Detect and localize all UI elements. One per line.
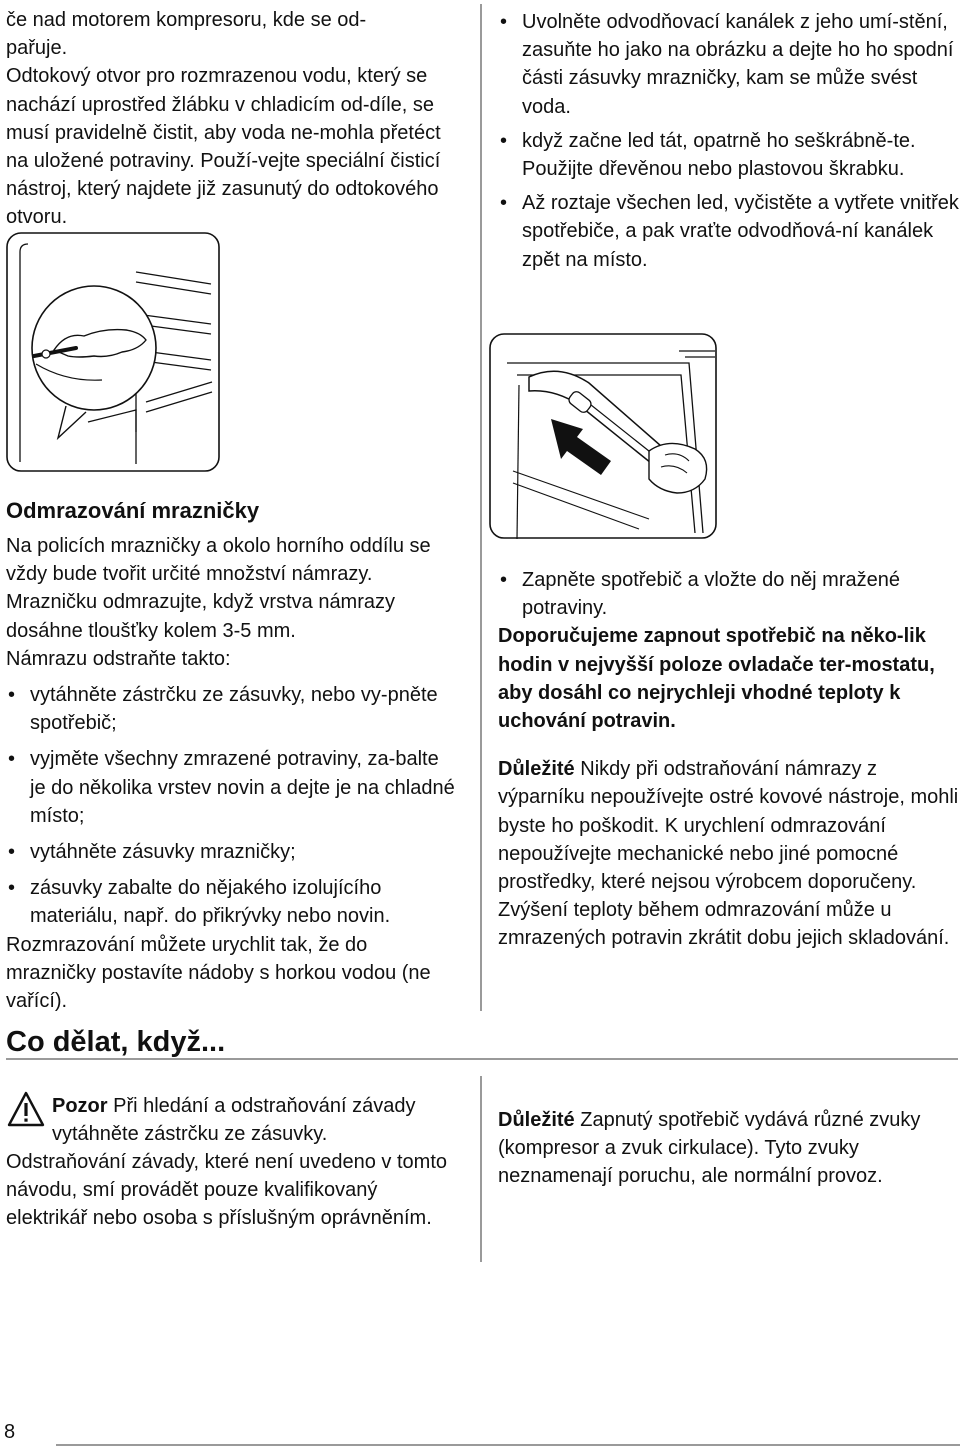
left-top-text	[6, 6, 458, 232]
caution-text: Při hledání a odstraňování závady vytáhněte zástrčku ze zásuvky.	[52, 1095, 416, 1146]
drain-cleaning-illustration	[6, 232, 220, 472]
drain-channel-steps	[498, 8, 960, 274]
restart-steps	[498, 566, 960, 622]
list-item: • vytáhněte zástrčku ze zásuvky, nebo vy-pněte spotřebič;	[6, 681, 458, 737]
right-mid-text	[498, 566, 960, 953]
drain-hole-paragraph: Odtokový otvor pro rozmrazenou vodu, který se nachází uprostřed žlábku v chladicím od-díle, se musí pravidelně čistit, aby voda ne-mohla přetéct na uložené potraviny. Použí-vejte speciální čisticí nástroj, který najdete již zasunutý do odtokového otvoru.	[6, 65, 441, 229]
drain-channel-figure	[489, 333, 717, 539]
steps-label: Námrazu odstraňte takto:	[6, 647, 231, 670]
noise-text: Zapnutý spotřebič vydává různé zvuky (kompresor a zvuk cirkulace). Tyto zvuky neznamenají poruchu, ale normální provoz.	[498, 1109, 921, 1188]
caution-paragraph	[52, 1092, 470, 1148]
important-label: Důležité	[498, 758, 575, 781]
list-item: • zásuvky zabalte do nějakého izolujícího materiálu, např. do přikrývky nebo novin.	[6, 874, 458, 930]
list-item: • Až roztaje všechen led, vyčistěte a vytřete vnitřek spotřebiče, a pak vraťte odvodňová-ní kanálek zpět na místo.	[498, 189, 960, 274]
troubleshooting-heading: Co dělat, když...	[6, 1026, 226, 1058]
important-label: Důležité	[498, 1109, 575, 1131]
paragraph-continued: če nad motorem kompresoru, kde se od-	[6, 9, 367, 31]
paragraph-continued-end: pařuje.	[6, 37, 68, 60]
defrost-intro: Na policích mrazničky a okolo horního oddílu se vždy bude tvořit určité množství námrazy. Mrazničku odmrazujte, když vrstva námrazy dosáhne tloušťky kolem 3-5 mm.	[6, 535, 431, 642]
defrost-section	[6, 497, 458, 1015]
list-item: • vyjměte všechny zmrazené potraviny, za-balte je do několika vrstev novin a dejte je na chladné místo;	[6, 745, 458, 830]
drain-channel-illustration	[489, 333, 717, 539]
caution-note	[52, 1092, 470, 1148]
right-top-instructions	[498, 8, 960, 280]
drain-cleaning-figure	[6, 232, 220, 472]
caution-label: Pozor	[52, 1095, 108, 1117]
list-item: • když začne led tát, opatrně ho seškrábně-te. Použijte dřevěnou nebo plastovou škrabku.	[498, 127, 960, 183]
noise-note	[498, 1106, 928, 1191]
warning-triangle-icon-svg	[6, 1090, 46, 1130]
defrost-outro: Rozmrazování můžete urychlit tak, že do mrazničky postavíte nádoby s horkou vodou (ne vařící).	[6, 933, 431, 1013]
noise-paragraph	[498, 1106, 928, 1191]
defrost-steps	[6, 681, 458, 931]
footer-rule	[56, 1444, 960, 1446]
list-item: • vytáhněte zásuvky mrazničky;	[6, 838, 458, 866]
list-item: • Zapněte spotřebič a vložte do něj mražené potraviny.	[498, 566, 960, 622]
troubleshooting-body	[6, 1148, 458, 1233]
list-item: • Uvolněte odvodňovací kanálek z jeho umí-stění, zasuňte ho jako na obrázku a dejte ho ho spodní části zásuvky mrazničky, kam se může svést voda.	[498, 8, 960, 121]
recommendation: Doporučujeme zapnout spotřebič na něko-lik hodin v nejvyšší poloze ovladače ter-mostatu, aby dosáhl co nejrychleji vhodné teploty k uchování potravin.	[498, 625, 935, 733]
electrician-notice: Odstraňování závady, které není uvedeno v tomto návodu, smí provádět pouze kvalifikovaný elektrikář nebo osoba s příslušným oprávněním.	[6, 1151, 447, 1230]
column-divider-bottom	[480, 1076, 482, 1262]
important-note	[498, 755, 960, 952]
column-divider-top	[480, 4, 482, 1011]
section-heading: Odmrazování mrazničky	[6, 498, 260, 523]
important-text: Nikdy při odstraňování námrazy z výparníku nepoužívejte ostré kovové nástroje, mohli byste ho poškodit. K urychlení odmrazování nepoužívejte mechanické nebo jiné pomocné prostředky, které nejsou výrobcem doporučeny. Zvýšení teploty během odmrazování může u zmrazených potravin zkrátit dobu jejich skladování.	[498, 758, 959, 950]
warning-triangle-icon	[6, 1090, 46, 1130]
page-number: 8	[4, 1421, 16, 1443]
